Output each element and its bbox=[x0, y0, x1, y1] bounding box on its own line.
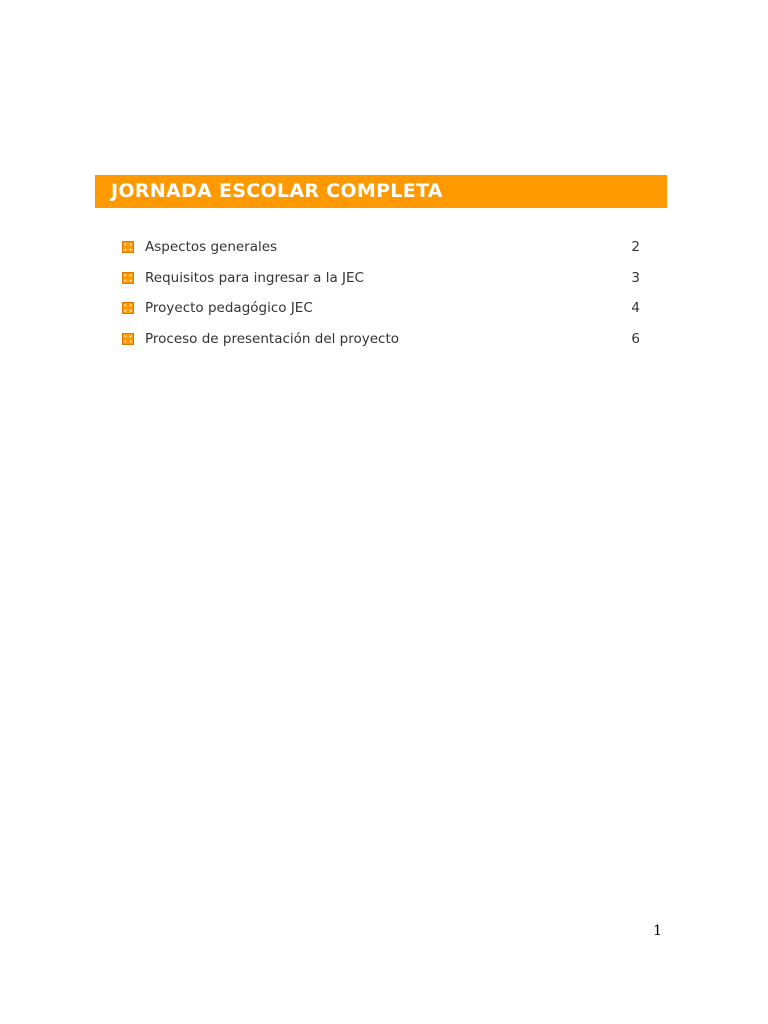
page-number: 1 bbox=[653, 923, 662, 939]
orange-square-bullet-icon bbox=[122, 272, 134, 284]
orange-square-bullet-icon bbox=[122, 302, 134, 314]
toc-item-page-number: 3 bbox=[631, 270, 640, 286]
toc-item-label: Aspectos generales bbox=[145, 239, 278, 255]
toc-item-label: Requisitos para ingresar a la JEC bbox=[145, 270, 364, 286]
section-header-bar bbox=[95, 175, 667, 208]
toc-item-proyecto-pedagogico[interactable] bbox=[120, 298, 640, 318]
orange-square-bullet-icon bbox=[122, 241, 134, 253]
toc-item-page-number: 2 bbox=[631, 239, 640, 255]
toc-item-label: Proceso de presentación del proyecto bbox=[145, 331, 400, 347]
toc-item-page-number: 4 bbox=[631, 300, 640, 316]
toc-item-page-number: 6 bbox=[631, 331, 640, 347]
toc-item-proceso-presentacion[interactable] bbox=[120, 329, 640, 349]
toc-item-label: Proyecto pedagógico JEC bbox=[145, 300, 313, 316]
section-title: JORNADA ESCOLAR COMPLETA bbox=[111, 180, 443, 202]
orange-square-bullet-icon bbox=[122, 333, 134, 345]
toc-item-requisitos[interactable] bbox=[120, 268, 640, 288]
toc-item-aspectos-generales[interactable] bbox=[120, 237, 640, 257]
